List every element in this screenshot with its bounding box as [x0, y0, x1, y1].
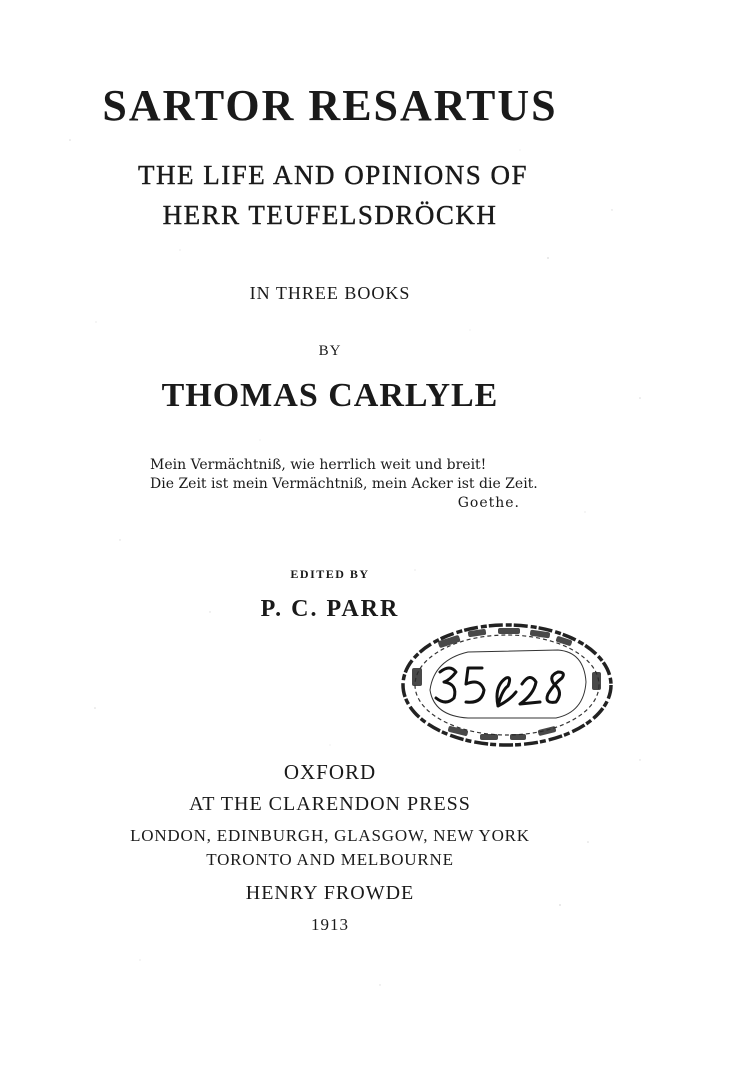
- imprint-city: OXFORD: [283, 760, 377, 784]
- epigraph: [150, 456, 538, 513]
- imprint-press: AT THE CLARENDON PRESS: [189, 793, 471, 815]
- imprint-publisher: HENRY FROWDE: [245, 882, 415, 904]
- edited-by-label: EDITED BY: [290, 567, 370, 581]
- book-subtitle-line-2: HERR TEUFELSDRÖCKH: [162, 200, 498, 230]
- book-count-note: IN THREE BOOKS: [249, 283, 411, 303]
- imprint-cities-2: TORONTO AND MELBOURNE: [206, 850, 454, 869]
- stamp-handwritten-number: [436, 668, 563, 706]
- by-label: BY: [318, 343, 342, 359]
- library-stamp: [398, 620, 616, 750]
- editor-name: P. C. PARR: [260, 596, 400, 622]
- epigraph-line-2: Die Zeit ist mein Vermächtniß, mein Acker ist die Zeit.: [150, 476, 538, 492]
- epigraph-line-1: Mein Vermächtniß, wie herrlich weit und breit!: [150, 457, 487, 473]
- epigraph-attribution: Goethe.: [457, 495, 520, 511]
- author-name: THOMAS CARLYLE: [161, 377, 499, 414]
- book-title: SARTOR RESARTUS: [102, 81, 558, 130]
- book-subtitle-line-1: THE LIFE AND OPINIONS OF: [137, 160, 528, 190]
- imprint-cities: LONDON, EDINBURGH, GLASGOW, NEW YORK: [130, 826, 530, 845]
- imprint-year: 1913: [311, 915, 349, 934]
